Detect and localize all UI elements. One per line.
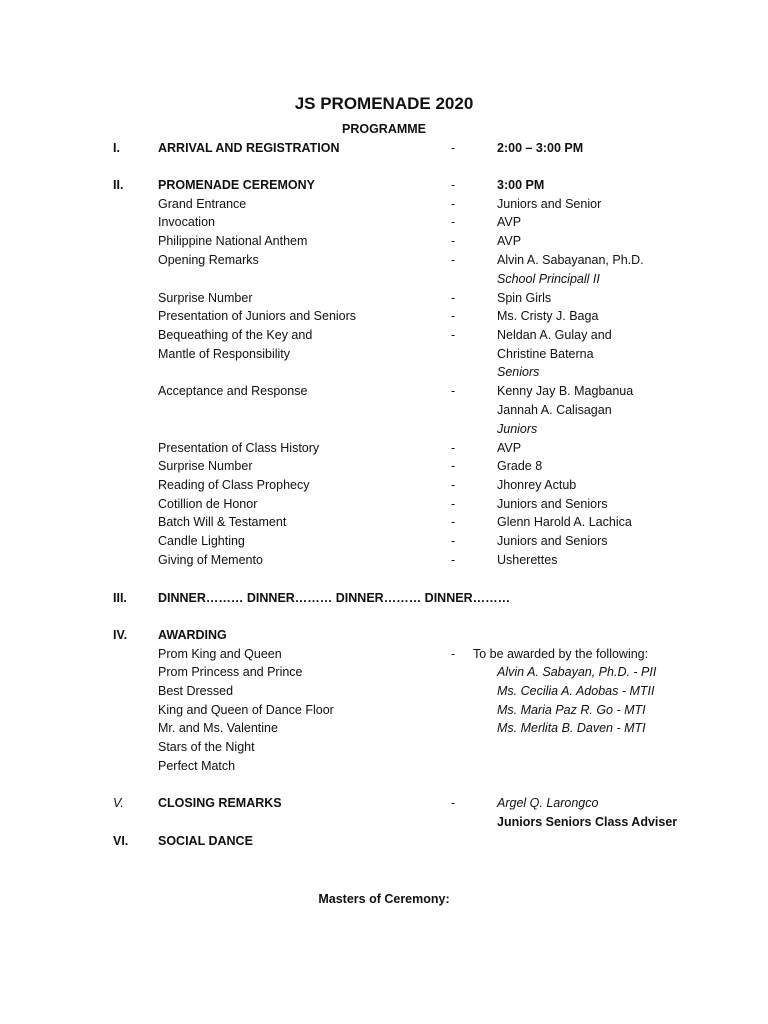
program-item-label: Giving of Memento xyxy=(158,553,263,567)
separator-dash: - xyxy=(451,309,456,323)
program-item-value: Juniors and Seniors xyxy=(497,534,608,548)
awarder-name: Alvin A. Sabayan, Ph.D. - PII xyxy=(497,665,657,679)
program-item-value: AVP xyxy=(497,215,522,229)
award-item: Best Dressed xyxy=(158,684,234,698)
program-item-label: Cotillion de Honor xyxy=(158,497,258,511)
awarder-name: Ms. Maria Paz R. Go - MTI xyxy=(497,703,646,717)
section-number: VI. xyxy=(113,834,129,848)
separator-dash: - xyxy=(451,253,456,267)
separator-dash: - xyxy=(451,328,456,342)
section-label: SOCIAL DANCE xyxy=(158,834,253,848)
awarder-name: Ms. Merlita B. Daven - MTI xyxy=(497,721,646,735)
section-label: PROMENADE CEREMONY xyxy=(158,178,315,192)
program-item-value: Juniors and Senior xyxy=(497,197,602,211)
program-item-label: Presentation of Juniors and Seniors xyxy=(158,309,357,323)
section-number: II. xyxy=(113,178,124,192)
program-item-value: Jannah A. Calisagan xyxy=(497,403,612,417)
separator-dash: - xyxy=(451,647,456,661)
program-item-label: Surprise Number xyxy=(158,291,253,305)
document-title: JS PROMENADE 2020 xyxy=(294,94,474,113)
section-number: V. xyxy=(113,796,124,810)
award-item: Prom King and Queen xyxy=(158,647,282,661)
program-item-label: Opening Remarks xyxy=(158,253,259,267)
program-item-label: Batch Will & Testament xyxy=(158,515,287,529)
program-item-label: Surprise Number xyxy=(158,459,253,473)
awarder-name: Ms. Cecilia A. Adobas - MTII xyxy=(497,684,655,698)
program-item-label: Invocation xyxy=(158,215,215,229)
section-number: I. xyxy=(113,141,120,155)
award-item: King and Queen of Dance Floor xyxy=(158,703,334,717)
program-item-value: Christine Baterna xyxy=(497,347,594,361)
section-label: CLOSING REMARKS xyxy=(158,796,282,810)
program-item-label: Philippine National Anthem xyxy=(158,234,308,248)
separator-dash: - xyxy=(451,534,456,548)
section-label: ARRIVAL AND REGISTRATION xyxy=(158,141,340,155)
section-speaker: Argel Q. Larongco xyxy=(497,796,599,810)
program-item-label: Grand Entrance xyxy=(158,197,247,211)
separator-dash: - xyxy=(451,497,456,511)
program-item-label: Presentation of Class History xyxy=(158,441,320,455)
separator-dash: - xyxy=(451,515,456,529)
separator-dash: - xyxy=(451,796,456,810)
program-item-note: Juniors xyxy=(497,422,538,436)
program-item-label: Mantle of Responsibility xyxy=(158,347,291,361)
section-number: IV. xyxy=(113,628,128,642)
program-item-label: Bequeathing of the Key and xyxy=(158,328,313,342)
section-time: 2:00 – 3:00 PM xyxy=(497,141,584,155)
program-item-value: Juniors and Seniors xyxy=(497,497,608,511)
separator-dash: - xyxy=(451,291,456,305)
program-item-value: Alvin A. Sabayanan, Ph.D. xyxy=(497,253,644,267)
separator-dash: - xyxy=(451,459,456,473)
program-item-note: Seniors xyxy=(497,365,540,379)
section-label: AWARDING xyxy=(158,628,227,642)
program-item-value: Grade 8 xyxy=(497,459,543,473)
program-item-value: Jhonrey Actub xyxy=(497,478,577,492)
program-item-label: Candle Lighting xyxy=(158,534,245,548)
program-item-value: Usherettes xyxy=(497,553,558,567)
separator-dash: - xyxy=(451,553,456,567)
award-item: Mr. and Ms. Valentine xyxy=(158,721,278,735)
section-time: 3:00 PM xyxy=(497,178,545,192)
program-item-value: Neldan A. Gulay and xyxy=(497,328,612,342)
separator-dash: - xyxy=(451,234,456,248)
program-item-value: Ms. Cristy J. Baga xyxy=(497,309,599,323)
masters-of-ceremony-label: Masters of Ceremony: xyxy=(318,892,450,906)
section-label: DINNER……… DINNER……… DINNER……… DINNER……… xyxy=(158,591,511,605)
program-item-value: Spin Girls xyxy=(497,291,552,305)
document-subtitle: PROGRAMME xyxy=(341,122,427,136)
awarders-heading: To be awarded by the following: xyxy=(473,647,649,661)
separator-dash: - xyxy=(451,178,456,192)
section-number: III. xyxy=(113,591,127,605)
separator-dash: - xyxy=(451,384,456,398)
program-item-value: AVP xyxy=(497,234,522,248)
award-item: Prom Princess and Prince xyxy=(158,665,303,679)
separator-dash: - xyxy=(451,478,456,492)
program-item-note: School Principall II xyxy=(497,272,600,286)
program-item-label: Reading of Class Prophecy xyxy=(158,478,310,492)
award-item: Stars of the Night xyxy=(158,740,255,754)
program-item-value: Kenny Jay B. Magbanua xyxy=(497,384,634,398)
program-item-value: Glenn Harold A. Lachica xyxy=(497,515,632,529)
separator-dash: - xyxy=(451,141,456,155)
section-speaker-role: Juniors Seniors Class Adviser xyxy=(497,815,678,829)
program-item-value: AVP xyxy=(497,441,522,455)
separator-dash: - xyxy=(451,441,456,455)
separator-dash: - xyxy=(451,197,456,211)
separator-dash: - xyxy=(451,215,456,229)
program-item-label: Acceptance and Response xyxy=(158,384,308,398)
award-item: Perfect Match xyxy=(158,759,236,773)
